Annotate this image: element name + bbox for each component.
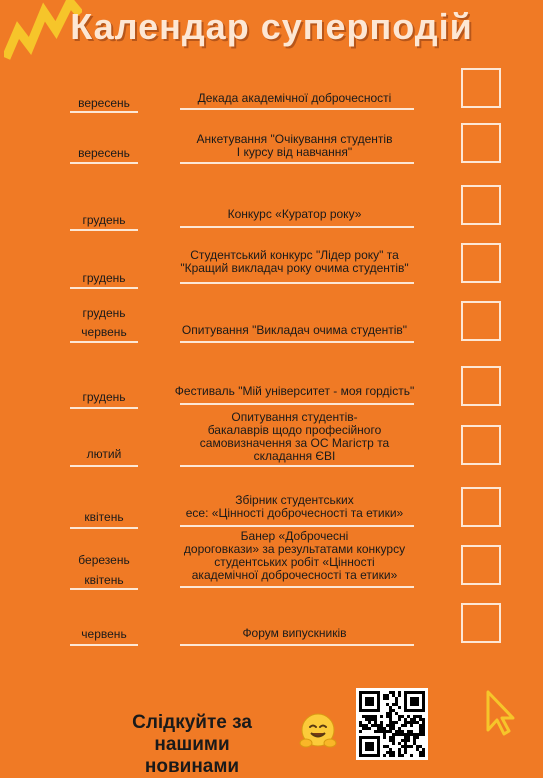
- month-label: грудень: [82, 271, 126, 285]
- event-text: [172, 133, 417, 159]
- event-line: Банер «Доброчесні: [240, 529, 349, 543]
- event-line: Декада академічної доброчесності: [197, 91, 392, 105]
- hugging-face-icon: [298, 712, 338, 750]
- event-line: Студентський конкурс "Лідер року" та: [190, 248, 399, 262]
- event-text: [172, 494, 417, 520]
- event-checkbox[interactable]: [461, 603, 501, 643]
- qr-code[interactable]: [356, 688, 428, 760]
- event-line: Збірник студентських: [235, 493, 354, 507]
- page-title: Календар суперподій: [70, 6, 473, 47]
- event-text: [172, 208, 417, 221]
- event-checkbox[interactable]: [461, 185, 501, 225]
- divider: [180, 525, 414, 527]
- qr-code-pattern: [356, 688, 428, 760]
- event-checkbox[interactable]: [461, 123, 501, 163]
- follow-text: [92, 712, 292, 778]
- event-line: "Кращий викладач року очима студентів": [180, 261, 409, 275]
- month-label: грудень: [82, 306, 126, 320]
- divider: [70, 465, 138, 467]
- divider: [180, 341, 414, 343]
- month-label: вересень: [78, 96, 130, 110]
- month-label: грудень: [82, 390, 126, 404]
- event-checkbox[interactable]: [461, 487, 501, 527]
- event-text: [172, 627, 417, 640]
- month-label: вересень: [78, 146, 130, 160]
- divider: [70, 162, 138, 164]
- event-text: [172, 249, 417, 275]
- event-line: Конкурс «Куратор року»: [227, 207, 362, 221]
- event-text: [172, 324, 417, 337]
- divider: [70, 287, 138, 289]
- divider: [180, 282, 414, 284]
- divider: [70, 407, 138, 409]
- follow-line: Слідкуйте за нашими: [132, 712, 252, 755]
- event-line: І курсу від навчання": [236, 145, 353, 159]
- event-text: [172, 385, 417, 398]
- divider: [180, 644, 414, 646]
- event-checkbox[interactable]: [461, 545, 501, 585]
- divider: [180, 586, 414, 588]
- month-label: лютий: [86, 447, 122, 461]
- month-label: грудень: [82, 213, 126, 227]
- divider: [70, 229, 138, 231]
- divider: [70, 111, 138, 113]
- event-text: [172, 530, 417, 582]
- divider: [70, 588, 138, 590]
- event-checkbox[interactable]: [461, 366, 501, 406]
- month-label: червень: [81, 325, 127, 339]
- divider: [70, 644, 138, 646]
- event-checkbox[interactable]: [461, 425, 501, 465]
- event-line: Опитування студентів-: [231, 410, 358, 424]
- divider: [180, 226, 414, 228]
- divider: [180, 162, 414, 164]
- divider: [70, 341, 138, 343]
- event-checkbox[interactable]: [461, 301, 501, 341]
- month-label: березень: [78, 553, 130, 567]
- event-line: самовизначення за ОС Магістр та: [199, 436, 390, 450]
- event-text: [172, 411, 417, 463]
- month-label: квітень: [84, 510, 124, 524]
- event-checkbox[interactable]: [461, 68, 501, 108]
- divider: [70, 527, 138, 529]
- month-label: червень: [81, 627, 127, 641]
- event-text: [172, 92, 417, 105]
- event-line: Анкетування "Очікування студентів: [196, 132, 393, 146]
- event-line: дороговкази» за результатами конкурсу: [183, 542, 406, 556]
- event-line: есе: «Цінності доброчесності та етики»: [185, 506, 404, 520]
- divider: [180, 465, 414, 467]
- event-line: складання ЄВІ: [253, 449, 336, 463]
- divider: [180, 108, 414, 110]
- event-line: Опитування "Викладач очима студентів": [181, 323, 408, 337]
- event-checkbox[interactable]: [461, 243, 501, 283]
- month-label: квітень: [84, 573, 124, 587]
- follow-line: новинами: [144, 756, 240, 777]
- event-line: бакалаврів щодо професійного: [207, 423, 382, 437]
- cursor-arrow-icon: [484, 690, 516, 738]
- event-line: академічної доброчесності та етики»: [191, 568, 398, 582]
- divider: [180, 403, 414, 405]
- event-line: Фестиваль "Мій університет - моя гордість": [174, 384, 415, 398]
- event-line: студентських робіт «Цінності: [214, 555, 375, 569]
- event-line: Форум випускників: [242, 626, 347, 640]
